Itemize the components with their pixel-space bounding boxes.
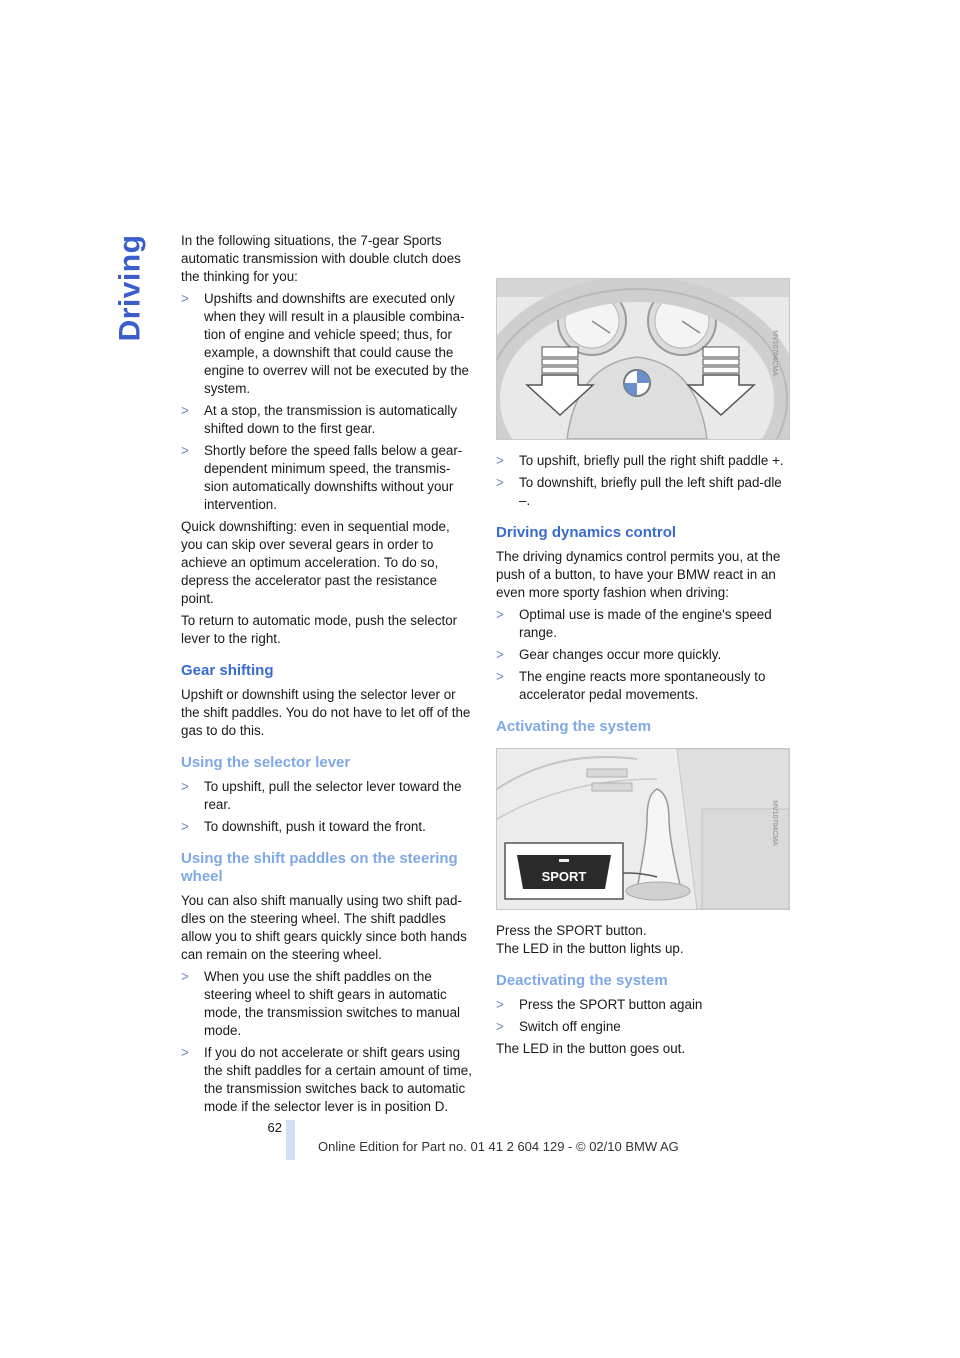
bullet-marker: > bbox=[496, 453, 504, 468]
bullet-marker: > bbox=[181, 819, 189, 834]
section-title: Driving bbox=[113, 234, 147, 342]
bullet-marker: > bbox=[181, 443, 189, 458]
intro-bullet-list bbox=[181, 290, 473, 514]
list-item: > Gear changes occur more quickly. bbox=[496, 647, 722, 662]
press-sport-text: Press the SPORT button. bbox=[496, 923, 647, 938]
bullet-marker: > bbox=[181, 291, 189, 306]
intro-paragraph: In the following situations, the 7-gear Sports automatic transmission with double clutch does the thinking for you: bbox=[181, 233, 461, 284]
activating-heading: Activating the system bbox=[496, 718, 652, 735]
bullet-marker: > bbox=[496, 647, 504, 662]
sport-button-label: SPORT bbox=[541, 869, 587, 884]
bullet-marker: > bbox=[496, 997, 504, 1012]
page-number: 62 bbox=[267, 1120, 282, 1135]
led-off-text: The LED in the button goes out. bbox=[496, 1041, 686, 1056]
driving-dynamics-paragraph: The driving dynamics control permits you, at the push of a button, to have your BMW react in an even more sporty fashion when driving: bbox=[496, 549, 781, 600]
footer-edition-text: Online Edition for Part no. 01 41 2 604 129 - © 02/10 BMW AG bbox=[318, 1139, 679, 1154]
list-item: > To downshift, push it toward the front. bbox=[181, 819, 426, 834]
list-item: > Switch off engine bbox=[496, 1019, 621, 1034]
right-column bbox=[496, 278, 790, 1062]
list-item: > The engine reacts more spontaneously to accelerator pedal movements. bbox=[496, 669, 766, 702]
bullet-marker: > bbox=[181, 779, 189, 794]
gear-shifting-heading: Gear shifting bbox=[181, 662, 274, 679]
bullet-marker: > bbox=[181, 1045, 189, 1060]
list-item: > To downshift, briefly pull the left shift pad-dle –. bbox=[496, 475, 782, 508]
list-item: > When you use the shift paddles on the steering wheel to shift gears in automatic mode, the transmission switches to manual mode. bbox=[181, 969, 461, 1038]
driving-dynamics-heading: Driving dynamics control bbox=[496, 524, 677, 541]
left-column bbox=[181, 232, 473, 1120]
list-item: > To upshift, pull the selector lever toward the rear. bbox=[181, 779, 462, 812]
paddle-instructions-list bbox=[496, 452, 790, 510]
selector-bullet-list bbox=[181, 778, 473, 836]
shift-paddles-heading: Using the shift paddles on the steering wheel bbox=[181, 850, 458, 885]
list-item: > Optimal use is made of the engine's speed range. bbox=[496, 607, 772, 640]
section-title-vertical bbox=[108, 228, 152, 348]
gear-shifting-paragraph: Upshift or downshift using the selector lever or the shift paddles. You do not have to let off of the gas to do this. bbox=[181, 687, 471, 738]
shift-paddles-paragraph: You can also shift manually using two shift pad-dles on the steering wheel. The shift paddles allow you to shift gears quickly since both hands can remain on the steering wheel. bbox=[181, 893, 467, 962]
quick-downshift-paragraph: Quick downshifting: even in sequential mode, you can skip over several gears in order to achieve an optimum acceleration. To do so, depress the accelerator past the resistance point. bbox=[181, 519, 450, 606]
selector-lever-heading: Using the selector lever bbox=[181, 754, 351, 771]
bullet-marker: > bbox=[496, 607, 504, 622]
steering-wheel-figure bbox=[496, 278, 790, 440]
figure-code: MV10704CMA bbox=[771, 330, 779, 376]
sport-button-figure bbox=[496, 748, 790, 910]
bullet-marker: > bbox=[496, 669, 504, 684]
ddc-bullet-list bbox=[496, 606, 790, 704]
footer-accent-bar bbox=[286, 1120, 295, 1160]
list-item: > To upshift, briefly pull the right shift paddle +. bbox=[496, 453, 784, 468]
bullet-marker: > bbox=[181, 403, 189, 418]
list-item: > Upshifts and downshifts are executed only when they will result in a plausible combina-tion of engine and vehicle speed; thus, for example, a downshift that could cause the engine to overrev will not be executed by the system. bbox=[181, 291, 470, 396]
deactivate-bullet-list bbox=[496, 996, 790, 1036]
bullet-marker: > bbox=[496, 475, 504, 490]
paddles-bullet-list bbox=[181, 968, 473, 1116]
deactivating-heading: Deactivating the system bbox=[496, 972, 668, 989]
bullet-marker: > bbox=[496, 1019, 504, 1034]
return-automatic-paragraph: To return to automatic mode, push the selector lever to the right. bbox=[181, 613, 458, 646]
steering-wheel-illustration bbox=[497, 279, 789, 439]
list-item: > Press the SPORT button again bbox=[496, 997, 703, 1012]
figure-code: MV10704CMA bbox=[771, 800, 779, 846]
list-item: > Shortly before the speed falls below a gear-dependent minimum speed, the transmis-sion automatically downshifts without your intervention. bbox=[181, 443, 463, 512]
list-item: > At a stop, the transmission is automatically shifted down to the first gear. bbox=[181, 403, 458, 436]
led-on-text: The LED in the button lights up. bbox=[496, 941, 684, 956]
list-item: > If you do not accelerate or shift gears using the shift paddles for a certain amount of time, the transmission switches back to automatic mode if the selector lever is in position D. bbox=[181, 1045, 472, 1114]
gear-selector-illustration bbox=[497, 749, 789, 909]
bullet-marker: > bbox=[181, 969, 189, 984]
